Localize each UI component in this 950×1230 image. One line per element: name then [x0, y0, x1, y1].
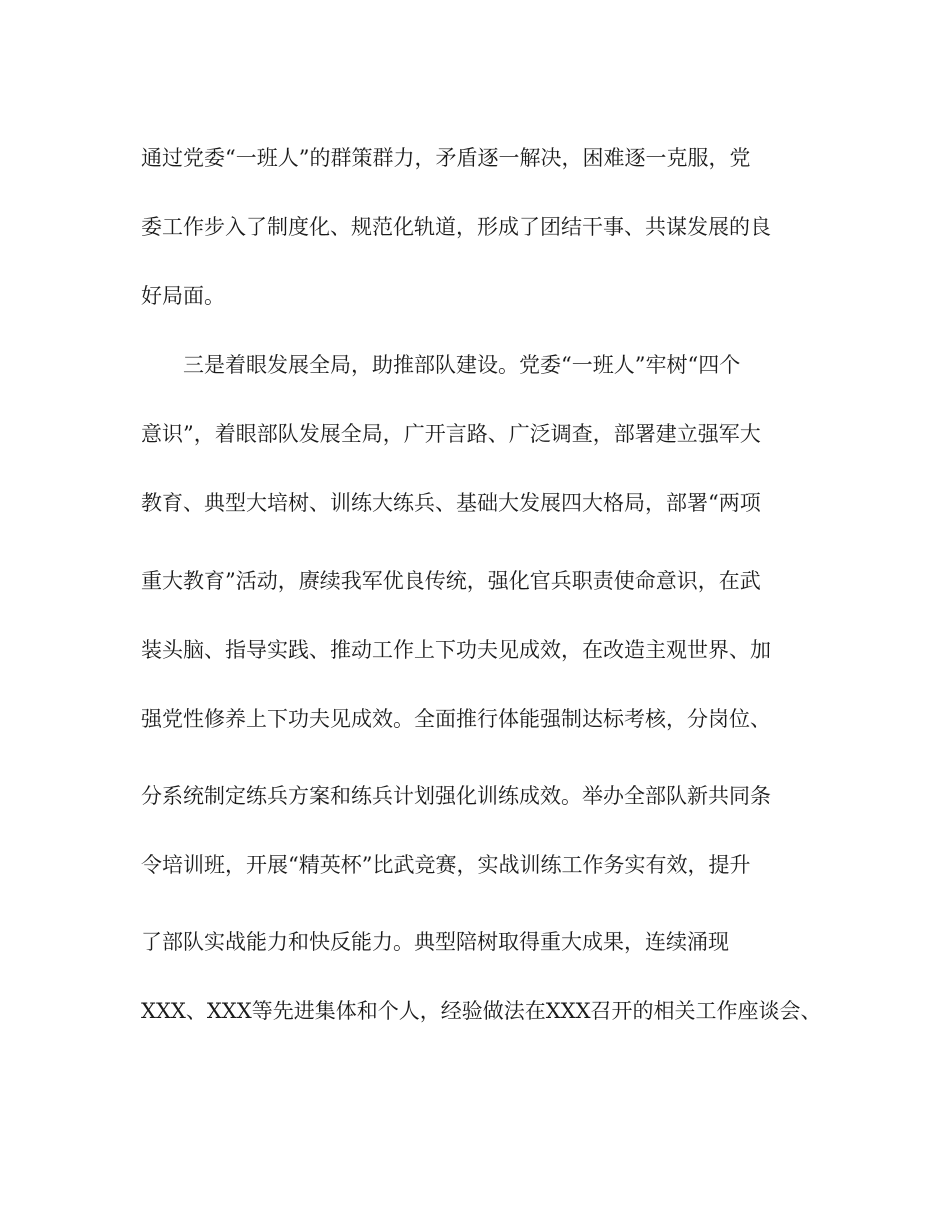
text-line-3: 好局面。 [141, 284, 225, 308]
text-line-7: 重大教育”活动，赓续我军优良传统，强化官兵职责使命意识，在武 [141, 569, 761, 593]
text-line-2: 委工作步入了制度化、规范化轨道，形成了团结干事、共谋发展的良 [141, 215, 771, 239]
text-line-11: 令培训班，开展“精英杯”比武竞赛，实战训练工作务实有效，提升 [141, 853, 751, 877]
text-line-4: 三是着眼发展全局，助推部队建设。党委“一班人”牢树“四个 [183, 353, 741, 377]
text-line-9: 强党性修养上下功夫见成效。全面推行体能强制达标考核，分岗位、 [141, 707, 771, 731]
text-line-1: 通过党委“一班人”的群策群力，矛盾逐一解决，困难逐一克服，党 [141, 146, 751, 170]
text-line-5: 意识”，着眼部队发展全局，广开言路、广泛调查，部署建立强军大 [141, 422, 761, 446]
text-line-6: 教育、典型大培树、训练大练兵、基础大发展四大格局，部署“两项 [141, 491, 761, 515]
text-line-13: XXX、XXX等先进集体和个人，经验做法在XXX召开的相关工作座谈会、 [141, 999, 822, 1023]
text-line-8: 装头脑、指导实践、推动工作上下功夫见成效，在改造主观世界、加 [141, 638, 771, 662]
text-line-12: 了部队实战能力和快反能力。典型陪树取得重大成果，连续涌现 [141, 930, 729, 954]
text-line-10: 分系统制定练兵方案和练兵计划强化训练成效。举办全部队新共同条 [141, 784, 771, 808]
